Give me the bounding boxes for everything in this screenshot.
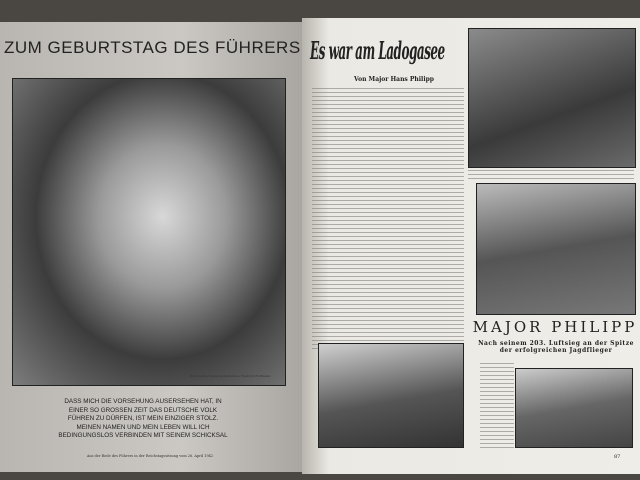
portrait-photo — [12, 78, 286, 386]
quote-source: Aus der Rede des Führers in der Reichstagssitzung vom 26. April 1942 — [86, 454, 214, 458]
photo-group — [515, 368, 633, 448]
quote: DASS MICH DIE VORSEHUNG AUSERSEHEN HAT, IN EINER SO GROSSEN ZEIT DAS DEUTSCHE VOLK FÜHREN ZU DÜRFEN, IST MEIN EINZIGER STOLZ. MEINEN NAMEN UND MEIN LEBEN WILL ICH BEDINGUNGSLOS VERBINDEN MIT SEINEM SCHICKSAL — [58, 398, 228, 439]
left-page — [0, 22, 302, 472]
article-body — [312, 88, 464, 350]
page-number: 87 — [614, 454, 621, 460]
profile-subtitle: Nach seinem 203. Luftsieg an der Spitze der erfolgreichen Jagdflieger — [478, 340, 634, 354]
article-title: Es war am Ladogasee — [310, 36, 445, 65]
photo-cockpit — [468, 28, 636, 168]
byline: Von Major Hans Philipp — [354, 76, 434, 83]
photo-credit: Druck ohne Retusche/Aufnahme: Heinrich Hoffmann — [190, 374, 271, 378]
right-page — [302, 18, 640, 474]
left-page-title: ZUM GEBURTSTAG DES FÜHRERS — [4, 38, 301, 57]
profile-text — [480, 363, 514, 448]
photo-officers — [318, 343, 464, 448]
photo-caption — [468, 170, 634, 180]
profile-title: MAJOR PHILIPP — [472, 318, 638, 336]
photo-pilots — [476, 183, 636, 315]
